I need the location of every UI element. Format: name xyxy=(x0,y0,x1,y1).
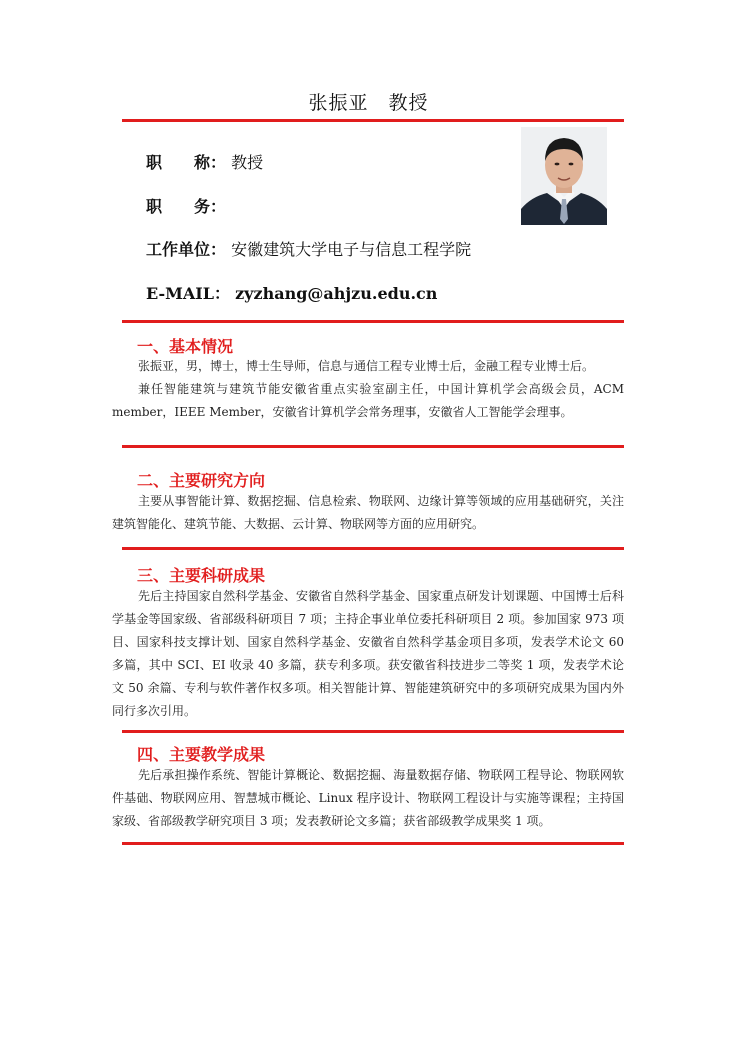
divider xyxy=(122,842,624,845)
divider xyxy=(122,547,624,550)
divider xyxy=(122,119,624,122)
section-body-basic-info xyxy=(112,355,624,424)
paragraph: 先后主持国家自然科学基金、安徽省自然科学基金、国家重点研发计划课题、中国博士后科学基金等国家级、省部级科研项目 7 项；主持企事业单位委托科研项目 2 项。参加国家 973 项目、国家科技支撑计划、国家自然科学基金、安徽省自然科学基金项目多项，发表学术论文 60 多篇，其中 SCI、EI 收录 40 多篇，获专利多项。获安徽省科技进步二等奖 1 项，发表学术论文 50 余篇、专利与软件著作权多项。相关智能计算、智能建筑研究中的多项研究成果为国内外同行多次引用。 xyxy=(112,589,624,718)
email-label: E-MAIL： xyxy=(146,284,230,303)
section-body-teaching-results xyxy=(112,764,624,833)
divider xyxy=(122,320,624,323)
profile-email-row xyxy=(146,281,437,304)
section-body-research xyxy=(112,490,624,536)
profile-org-row xyxy=(146,237,471,260)
section-heading-basic-info: 一、基本情况 xyxy=(137,337,234,356)
section-heading-research-results: 三、主要科研成果 xyxy=(137,566,266,585)
paragraph: 主要从事智能计算、数据挖掘、信息检索、物联网、边缘计算等领域的应用基础研究，关注建筑智能化、建筑节能、大数据、云计算、物联网等方面的应用研究。 xyxy=(112,494,624,531)
profile-position-row xyxy=(146,194,226,217)
org-value: 安徽建筑大学电子与信息工程学院 xyxy=(231,240,472,259)
paragraph: 先后承担操作系统、智能计算概论、数据挖掘、海量数据存储、物联网工程导论、物联网软件基础、物联网应用、智慧城市概论、Linux 程序设计、物联网工程设计与实施等课程；主持国家级、省部级教学研究项目 3 项；发表教研论文多篇；获省部级教学成果奖 1 项。 xyxy=(112,768,624,828)
divider xyxy=(122,730,624,733)
title-label: 职 称： xyxy=(146,153,227,172)
portrait-photo xyxy=(521,127,607,225)
section-body-research-results xyxy=(112,585,624,723)
profile-title-row xyxy=(146,150,263,173)
paragraph: 张振亚，男，博士，博士生导师，信息与通信工程专业博士后，金融工程专业博士后。 xyxy=(138,359,595,373)
position-label: 职 务： xyxy=(146,197,227,216)
section-heading-research: 二、主要研究方向 xyxy=(137,471,266,490)
divider xyxy=(122,445,624,448)
title-value: 教授 xyxy=(231,153,264,172)
email-value: zyzhang@ahjzu.edu.cn xyxy=(235,284,438,303)
section-heading-teaching-results: 四、主要教学成果 xyxy=(137,745,266,764)
paragraph: 兼任智能建筑与建筑节能安徽省重点实验室副主任，中国计算机学会高级会员，ACM member，IEEE Member，安徽省计算机学会常务理事，安徽省人工智能学会理事。 xyxy=(112,382,624,419)
page-title: 张振亚 教授 xyxy=(308,92,429,114)
org-label: 工作单位： xyxy=(146,240,227,259)
